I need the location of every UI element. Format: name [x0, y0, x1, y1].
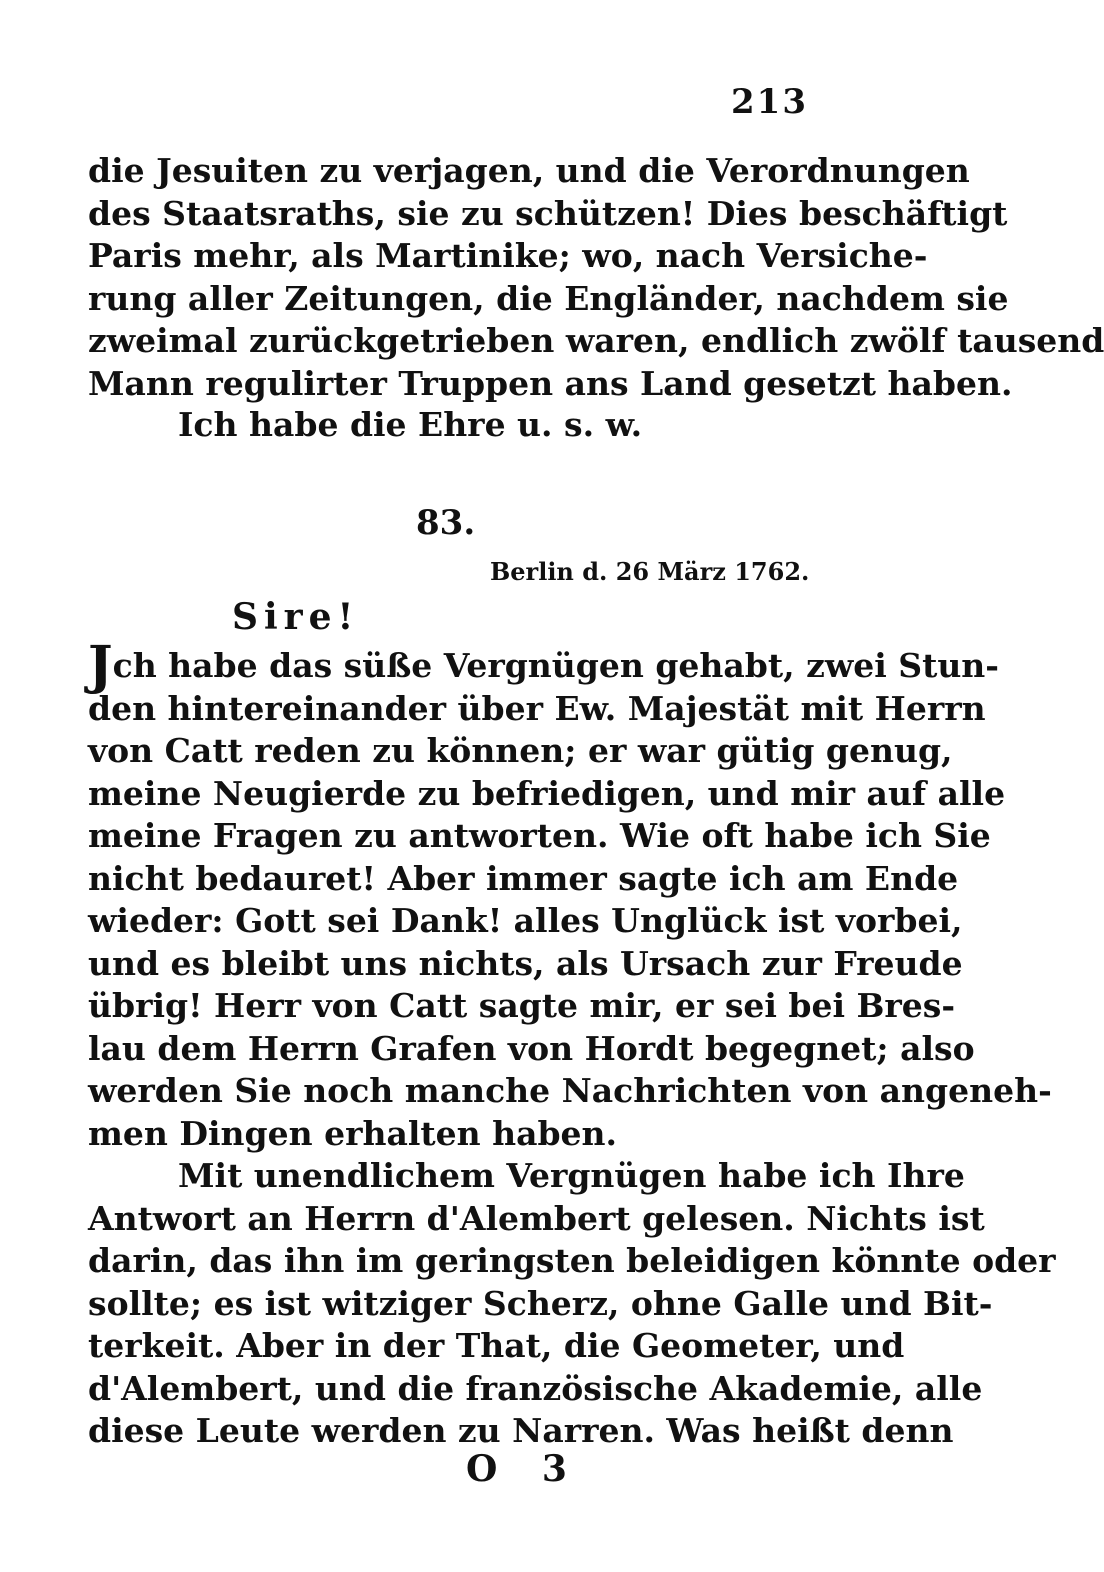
letter-closing: Ich habe die Ehre u. s. w.	[178, 405, 643, 444]
text-line: und es bleibt uns nichts, als Ursach zur Freude	[88, 943, 963, 983]
letter-dateline: Berlin d. 26 März 1762.	[490, 557, 810, 586]
text-line: die Jesuiten zu verjagen, und die Verordnungen	[88, 151, 970, 190]
text-line: den hintereinander über Ew. Majestät mit Herrn	[88, 688, 986, 728]
text-line: meine Fragen zu antworten. Wie oft habe ich Sie	[88, 816, 991, 855]
letter-salutation: Sire!	[232, 596, 360, 638]
text-line: zweimal zurückgetrieben waren, endlich zwölf tausend	[88, 321, 1104, 360]
text-line: sollte; es ist witziger Scherz, ohne Galle und Bit-	[88, 1283, 993, 1323]
page-number: 213	[731, 82, 808, 122]
text-line: nicht bedauret! Aber immer sagte ich am Ende	[88, 858, 959, 898]
letter-body	[88, 635, 1056, 1453]
text-line-first	[88, 635, 1000, 696]
text-line: des Staatsraths, sie zu schützen! Dies beschäftigt	[88, 193, 1008, 233]
text-line: men Dingen erhalten haben.	[88, 1113, 618, 1153]
text-line: werden Sie noch manche Nachrichten von angeneh-	[88, 1071, 1052, 1110]
text-line: darin, das ihn im geringsten beleidigen könnte oder	[88, 1241, 1056, 1280]
printer-signature-mark: O 3	[466, 1448, 583, 1490]
text-line: lau dem Herrn Grafen von Hordt begegnet; also	[88, 1028, 975, 1068]
text-line: Mit unendlichem Vergnügen habe ich Ihre	[178, 1156, 965, 1195]
drop-initial: J	[88, 635, 113, 696]
paragraph-continued	[88, 150, 1104, 405]
text-line: meine Neugierde zu befriedigen, und mir auf alle	[88, 773, 1006, 813]
text-line: Paris mehr, als Martinike; wo, nach Versiche-	[88, 236, 928, 275]
text-line: wieder: Gott sei Dank! alles Unglück ist vorbei,	[88, 901, 963, 940]
text-line: rung aller Zeitungen, die Engländer, nachdem sie	[88, 278, 1009, 318]
text-line: von Catt reden zu können; er war gütig genug,	[88, 731, 953, 770]
letter-number: 83.	[416, 503, 476, 543]
text-line: übrig! Herr von Catt sagte mir, er sei bei Bres-	[88, 986, 956, 1025]
text-line: Antwort an Herrn d'Alembert gelesen. Nichts ist	[88, 1198, 985, 1238]
text-line: d'Alembert, und die französische Akademie, alle	[88, 1368, 983, 1408]
text-line: Mann regulirter Truppen ans Land gesetzt haben.	[88, 363, 1013, 403]
text-line: terkeit. Aber in der That, die Geometer, und	[88, 1326, 905, 1365]
text-line: diese Leute werden zu Narren. Was heißt denn	[88, 1411, 954, 1450]
text-line-rest: ch habe das süße Vergnügen gehabt, zwei Stun-	[112, 646, 1000, 685]
